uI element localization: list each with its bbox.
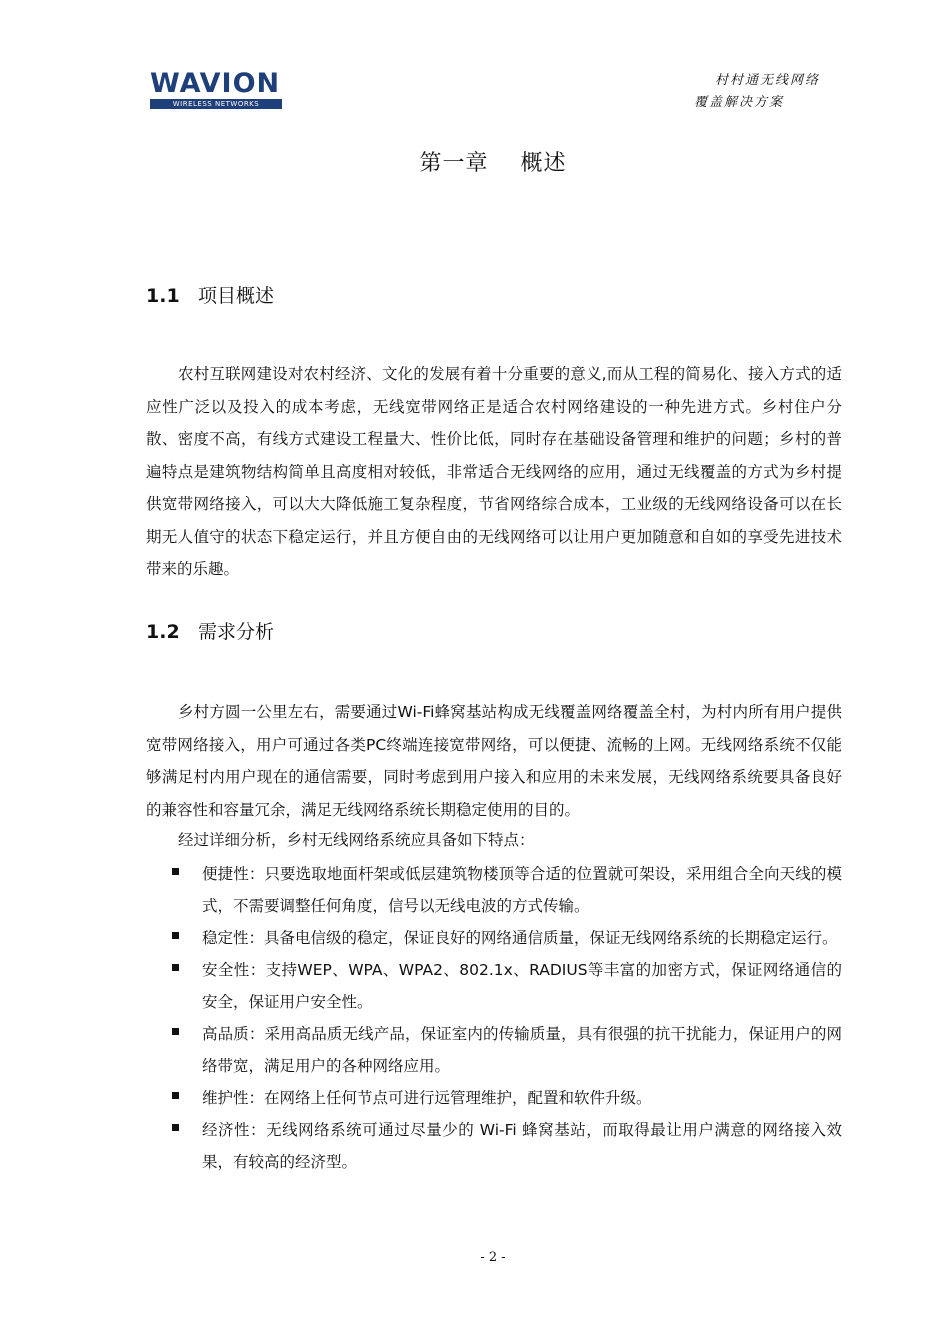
section-title: 项目概述 — [198, 285, 275, 307]
section-1-1-paragraph: 农村互联网建设对农村经济、文化的发展有着十分重要的意义,而从工程的简易化、接入方式的适应性广泛以及投入的成本考虑，无线宽带网络正是适合农村网络建设的一种先进方式。乡村住户分散、密度不高，有线方式建设工程量大、性价比低，同时存在基础设备管理和维护的问题；乡村的普遍特点是建筑物结构简单且高度相对较低，非常适合无线网络的应用，通过无线覆盖的方式为乡村提供宽带网络接入，可以大大降低施工复杂程度，节省网络综合成本，工业级的无线网络设备可以在长期无人值守的状态下稳定运行，并且方便自由的无线网络可以让用户更加随意和自如的享受先进技术带来的乐趣。 — [146, 365, 842, 578]
header-title-line1: 村村通无线网络 — [714, 73, 820, 88]
bullet-square-icon — [172, 932, 179, 939]
list-item: 高品质：采用高品质无线产品，保证室内的传输质量，具有很强的抗干扰能力，保证用户的网络带宽，满足用户的各种网络应用。 — [170, 1018, 842, 1082]
bullet-square-icon — [172, 1092, 179, 1099]
section-number: 1.1 — [146, 285, 180, 307]
list-item: 便捷性：只要选取地面杆架或低层建筑物楼顶等合适的位置就可架设，采用组合全向天线的模式，不需要调整任何角度，信号以无线电波的方式传输。 — [170, 858, 842, 922]
features-list — [170, 858, 842, 1178]
list-item: 安全性：支持WEP、WPA、WPA2、802.1x、RADIUS等丰富的加密方式，保证网络通信的安全，保证用户安全性。 — [170, 954, 842, 1018]
page-number: - 2 - — [480, 1250, 506, 1265]
bullet-square-icon — [172, 964, 179, 971]
list-item: 维护性：在网络上任何节点可进行远管理维护，配置和软件升级。 — [170, 1082, 842, 1114]
features-intro: 经过详细分析，乡村无线网络系统应具备如下特点： — [178, 831, 535, 849]
section-heading-1-1 — [146, 281, 274, 308]
list-item: 经济性：无线网络系统可通过尽量少的 Wi-Fi 蜂窝基站，而取得最让用户满意的网络接入效果，有较高的经济型。 — [170, 1114, 842, 1178]
logo-wordmark: WAVION — [150, 68, 281, 99]
section-1-2-paragraph: 乡村方圆一公里左右，需要通过Wi-Fi蜂窝基站构成无线覆盖网络覆盖全村，为村内所有用户提供宽带网络接入，用户可通过各类PC终端连接宽带网络，可以便捷、流畅的上网。无线网络系统不仅能够满足村内用户现在的通信需要，同时考虑到用户接入和应用的未来发展，无线网络系统要具备良好的兼容性和容量冗余，满足无线网络系统长期稳定使用的目的。 — [146, 703, 842, 819]
bullet-square-icon — [172, 868, 179, 875]
section-title: 需求分析 — [198, 621, 275, 643]
bullet-square-icon — [172, 1124, 179, 1131]
logo-tagline: WIRELESS NETWORKS — [150, 99, 282, 109]
chapter-title: 第一章 概述 — [419, 151, 567, 176]
section-number: 1.2 — [146, 621, 180, 643]
list-item: 稳定性：具备电信级的稳定，保证良好的网络通信质量，保证无线网络系统的长期稳定运行。 — [170, 922, 842, 954]
document-header-title — [694, 70, 820, 114]
bullet-square-icon — [172, 1028, 179, 1035]
header-title-line2: 覆盖解决方案 — [693, 95, 784, 110]
company-logo — [148, 70, 286, 112]
section-heading-1-2 — [146, 617, 274, 644]
